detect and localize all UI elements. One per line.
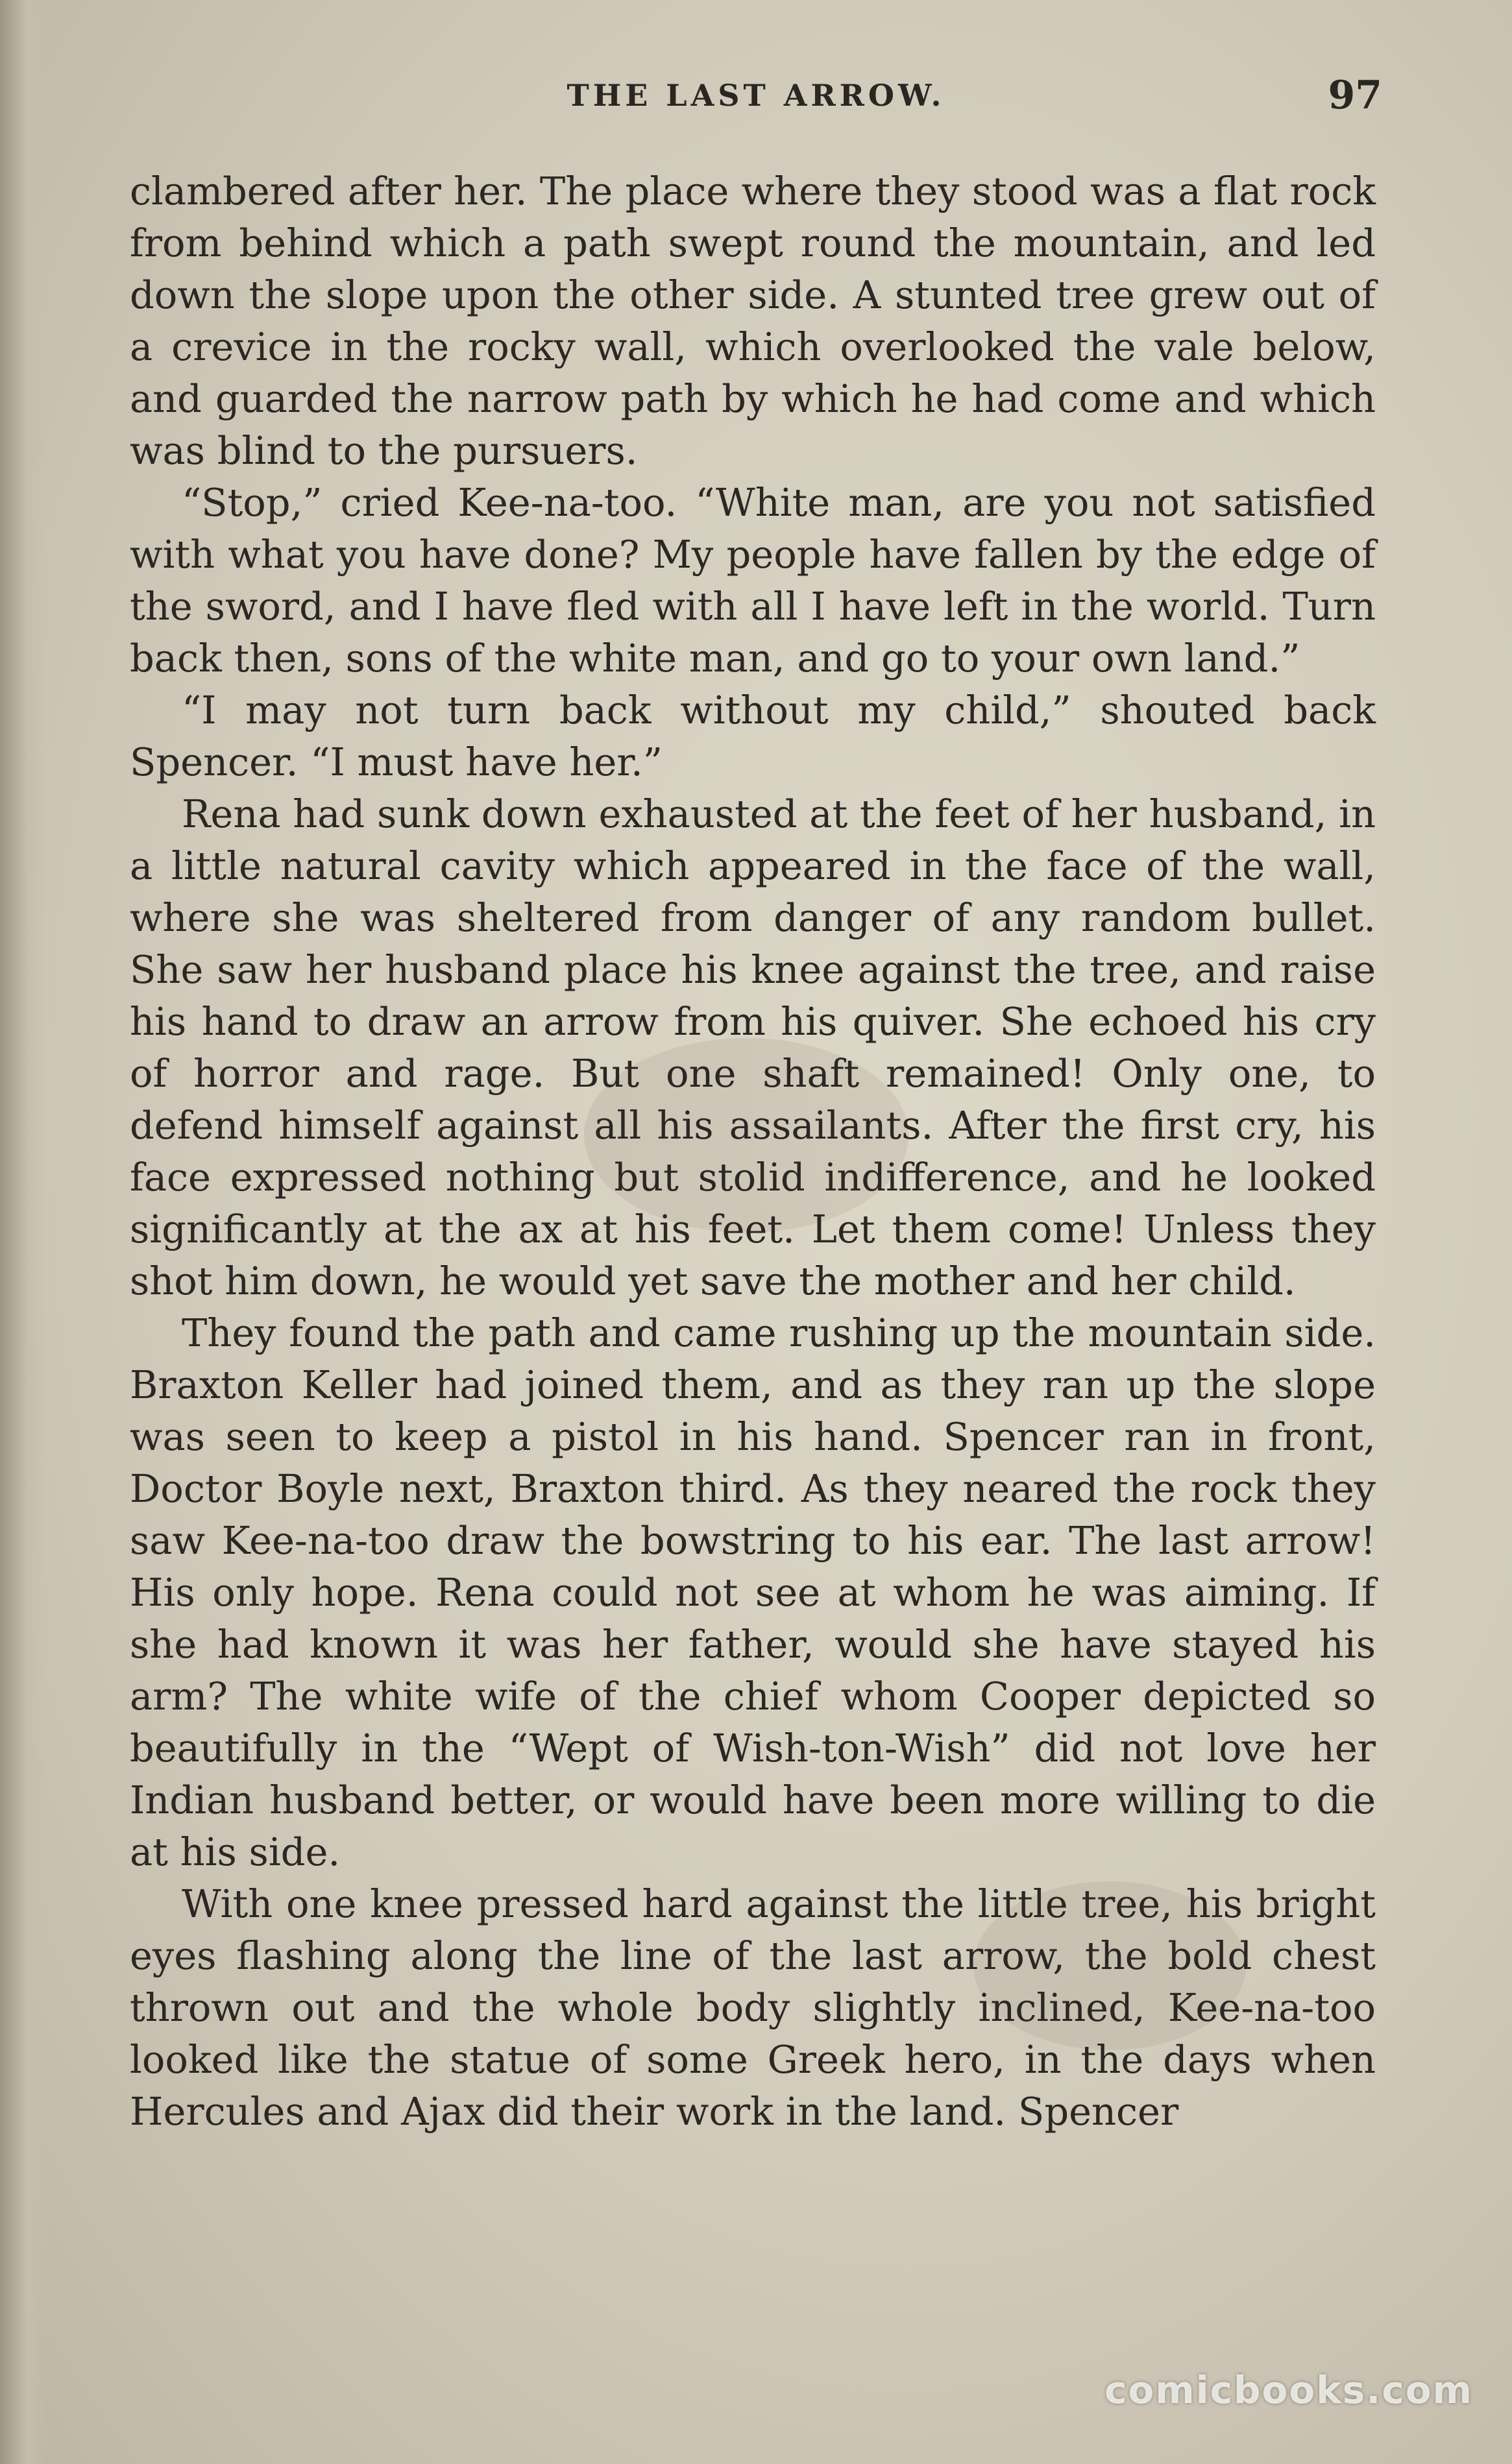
paragraph: They found the path and came rushing up the mountain side. Braxton Keller had joined them, and as they ran up the slope was seen to keep a pistol in his hand. Spencer ran in front, Doctor Boyle next, Braxton third. As they neared the rock they saw Kee-na-too draw the bowstring to his ear. The last arrow! His only hope. Rena could not see at whom he was aiming. If she had known it was her father, would she have stayed his arm? The white wife of the chief whom Cooper depicted so beautifully in the “Wept of Wish-ton-Wish” did not love her Indian husband better, or would have been more willing to die at his side. [130, 1311, 1376, 1874]
paragraph: With one knee pressed hard against the little tree, his bright eyes flashing along the line of the last arrow, the bold chest thrown out and the whole body slightly inclined, Kee-na-too looked like the statue of some Greek hero, in the days when Hercules and Ajax did their work in the land. Spencer [130, 1881, 1376, 2134]
paragraph: “Stop,” cried Kee-na-too. “White man, are you not satisfied with what you have done? My people have fallen by the edge of the sword, and I have fled with all I have left in the world. Turn back then, sons of the white man, and go to your own land.” [130, 480, 1376, 681]
paragraph: clambered after her. The place where they stood was a flat rock from behind which a path swept round the mountain, and led down the slope upon the other side. A stunted tree grew out of a crevice in the rocky wall, which overlooked the vale below, and guarded the narrow path by which he had come and which was blind to the pursuers. [130, 169, 1376, 473]
paragraph: “I may not turn back without my child,” shouted back Spencer. “I must have her.” [130, 688, 1376, 784]
running-title: THE LAST ARROW. [567, 78, 945, 113]
watermark: comicbooks.com [1104, 2368, 1473, 2412]
page-edge-shadow [0, 0, 45, 2464]
running-head [130, 73, 1382, 130]
paragraph: Rena had sunk down exhausted at the feet of her husband, in a little natural cavity which appeared in the face of the wall, where she was sheltered from danger of any random bullet. She saw her husband place his knee against the tree, and raise his hand to draw an arrow from his quiver. She echoed his cry of horror and rage. But one shaft remained! Only one, to defend himself against all his assailants. After the first cry, his face expressed nothing but stolid indifference, and he looked significantly at the ax at his feet. Let them come! Unless they shot him down, he would yet save the mother and her child. [130, 791, 1376, 1303]
body-text [130, 165, 1376, 2138]
page-number: 97 [1328, 73, 1382, 118]
